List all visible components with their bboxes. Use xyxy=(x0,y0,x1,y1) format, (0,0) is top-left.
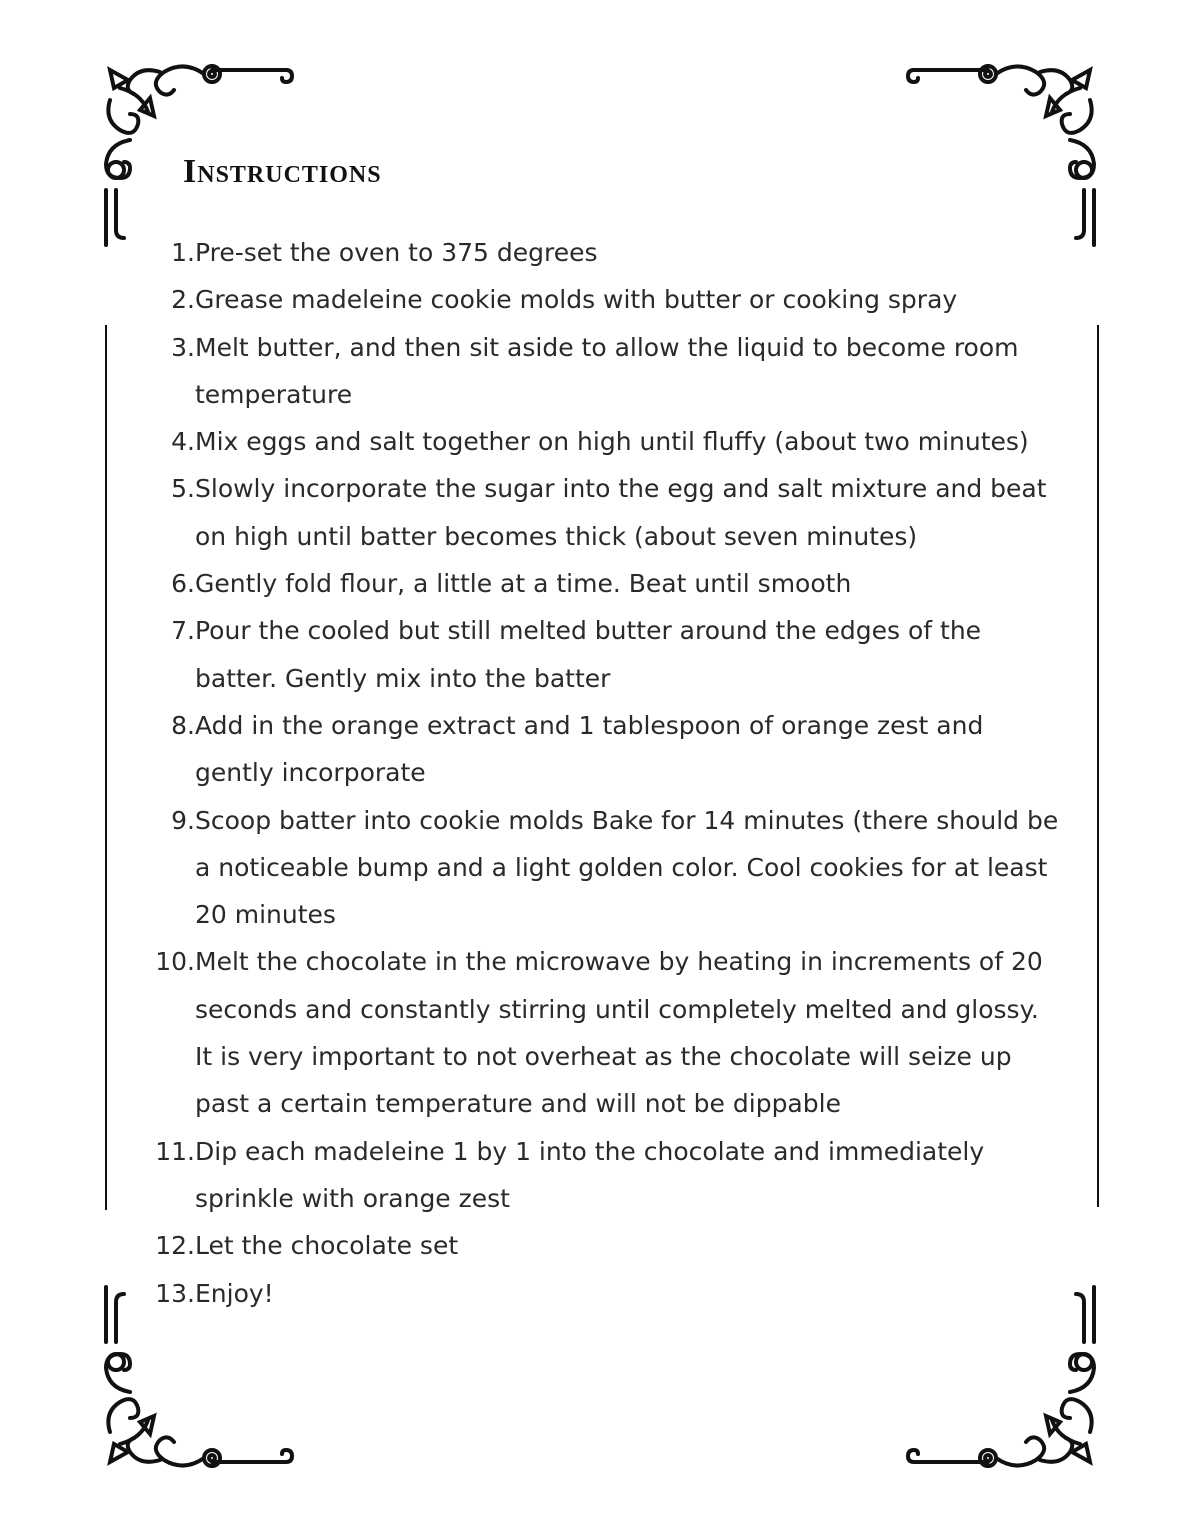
step-text: Pour the cooled but still melted butter around the edges of the batter. Gently mix into the batter xyxy=(195,616,982,693)
step-number: 10. xyxy=(155,947,195,977)
list-item xyxy=(150,797,1060,939)
step-text: Scoop batter into cookie molds Bake for 14 minutes (there should be a noticeable bump and a light golden color. Cool cookies for at least 20 minutes xyxy=(195,805,1059,930)
step-text: Pre-set the oven to 375 degrees xyxy=(195,238,598,267)
right-border-line xyxy=(1097,325,1099,1207)
list-item xyxy=(150,465,1060,560)
step-text: Dip each madeleine 1 by 1 into the chocolate and immediately sprinkle with orange zest xyxy=(195,1136,985,1213)
step-text: Melt butter, and then sit aside to allow the liquid to become room temperature xyxy=(195,332,1019,409)
step-number: 4. xyxy=(171,427,195,457)
step-number: 3. xyxy=(171,332,195,362)
list-item xyxy=(150,229,1060,276)
step-text: Grease madeleine cookie molds with butter or cooking spray xyxy=(195,285,958,315)
instruction-list xyxy=(150,229,1060,1317)
step-text: Add in the orange extract and 1 tablespoon of orange zest and gently incorporate xyxy=(195,710,984,788)
list-item xyxy=(150,607,1060,702)
step-number: 7. xyxy=(171,616,195,646)
step-number: 12. xyxy=(155,1231,195,1261)
list-item xyxy=(150,702,1060,797)
step-number: 5. xyxy=(171,474,195,504)
list-item xyxy=(150,938,1060,1127)
step-text: Mix eggs and salt together on high until fluffy (about two minutes) xyxy=(195,427,1029,457)
list-item xyxy=(150,1128,1060,1223)
step-text: Melt the chocolate in the microwave by heating in increments of 20 seconds and constantly stirring until completely melted and glossy. It is very important to not overheat as the chocolate will seize up past a certain temperature and will not be dippable xyxy=(195,947,1043,1119)
step-number: 11. xyxy=(155,1136,195,1166)
list-item xyxy=(150,276,1060,323)
step-text: Gently fold flour, a little at a time. Beat until smooth xyxy=(195,569,852,599)
step-number: 2. xyxy=(171,285,195,315)
list-item xyxy=(150,560,1060,607)
step-text: Enjoy! xyxy=(195,1278,274,1308)
page-title: Instructions xyxy=(183,153,382,190)
list-item xyxy=(150,324,1060,419)
step-number: 13. xyxy=(155,1278,195,1308)
step-text: Let the chocolate set xyxy=(195,1231,459,1261)
step-number: 8. xyxy=(171,710,195,740)
step-number: 1. xyxy=(171,238,195,267)
left-border-line xyxy=(105,325,107,1210)
step-text: Slowly incorporate the sugar into the egg and salt mixture and beat on high until batter becomes thick (about seven minutes) xyxy=(195,474,1047,551)
step-number: 9. xyxy=(171,805,195,835)
list-item xyxy=(150,1222,1060,1269)
step-number: 6. xyxy=(171,569,195,599)
list-item xyxy=(150,1270,1060,1317)
list-item xyxy=(150,418,1060,465)
